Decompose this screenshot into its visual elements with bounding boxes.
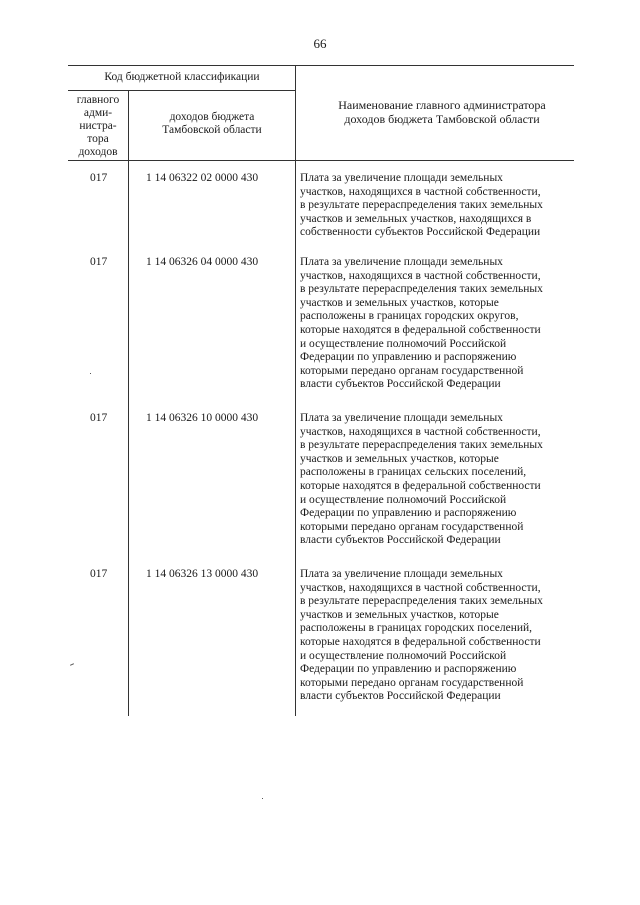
row-4-admin-code: 017 bbox=[90, 568, 108, 580]
row-4-name: Плата за увеличение площади земельных участков, находящихся в частной собственности, в результате перераспределения таких земельных участков и земельных участков, которые расположены в границах городских поселений, которые находятся в федеральной собственности и осуществление полномочий Российской Федерации по управлению и распоряжению которыми передано органам государственной власти субъектов Российской Федерации bbox=[300, 568, 543, 703]
scan-mark bbox=[70, 663, 74, 666]
header-revenue-column: доходов бюджета Тамбовской области bbox=[162, 111, 262, 136]
row-4-revenue-code: 1 14 06326 13 0000 430 bbox=[146, 568, 259, 580]
row-2-revenue-code: 1 14 06326 04 0000 430 bbox=[146, 256, 259, 268]
page-number: 66 bbox=[313, 36, 327, 51]
column-divider-name bbox=[295, 65, 296, 716]
row-1-name: Плата за увеличение площади земельных участков, находящихся в частной собственности, в результате перераспределения таких земельных участков и земельных участков, находящихся в собственности субъектов Российской Федерации bbox=[300, 172, 543, 239]
header-bottom-rule bbox=[68, 160, 574, 161]
row-3-name: Плата за увеличение площади земельных участков, находящихся в частной собственности, в результате перераспределения таких земельных участков и земельных участков, которые расположены в границах сельских поселений, которые находятся в федеральной собственности и осуществление полномочий Российской Федерации по управлению и распоряжению которыми передано органам государственной власти субъектов Российской Федерации bbox=[300, 412, 543, 547]
row-3-revenue-code: 1 14 06326 10 0000 430 bbox=[146, 412, 259, 424]
row-1-revenue-code: 1 14 06322 02 0000 430 bbox=[146, 172, 259, 184]
header-group-rule bbox=[68, 90, 296, 91]
row-3-admin-code: 017 bbox=[90, 412, 108, 424]
scan-dot bbox=[262, 798, 263, 799]
header-code-group: Код бюджетной классификации bbox=[104, 71, 260, 83]
column-divider-admin bbox=[128, 90, 129, 716]
row-2-admin-code: 017 bbox=[90, 256, 108, 268]
row-1-admin-code: 017 bbox=[90, 172, 108, 184]
header-admin-column: главного адми- нистра- тора доходов bbox=[76, 94, 120, 158]
header-name-column: Наименование главного администратора доходов бюджета Тамбовской области bbox=[338, 98, 546, 126]
scan-dot bbox=[90, 373, 91, 374]
table-top-rule bbox=[68, 65, 574, 66]
row-2-name: Плата за увеличение площади земельных участков, находящихся в частной собственности, в результате перераспределения таких земельных участков и земельных участков, которые расположены в границах городских округов, которые находятся в федеральной собственности и осуществление полномочий Российской Федерации по управлению и распоряжению которыми передано органам государственной власти субъектов Российской Федерации bbox=[300, 256, 543, 391]
